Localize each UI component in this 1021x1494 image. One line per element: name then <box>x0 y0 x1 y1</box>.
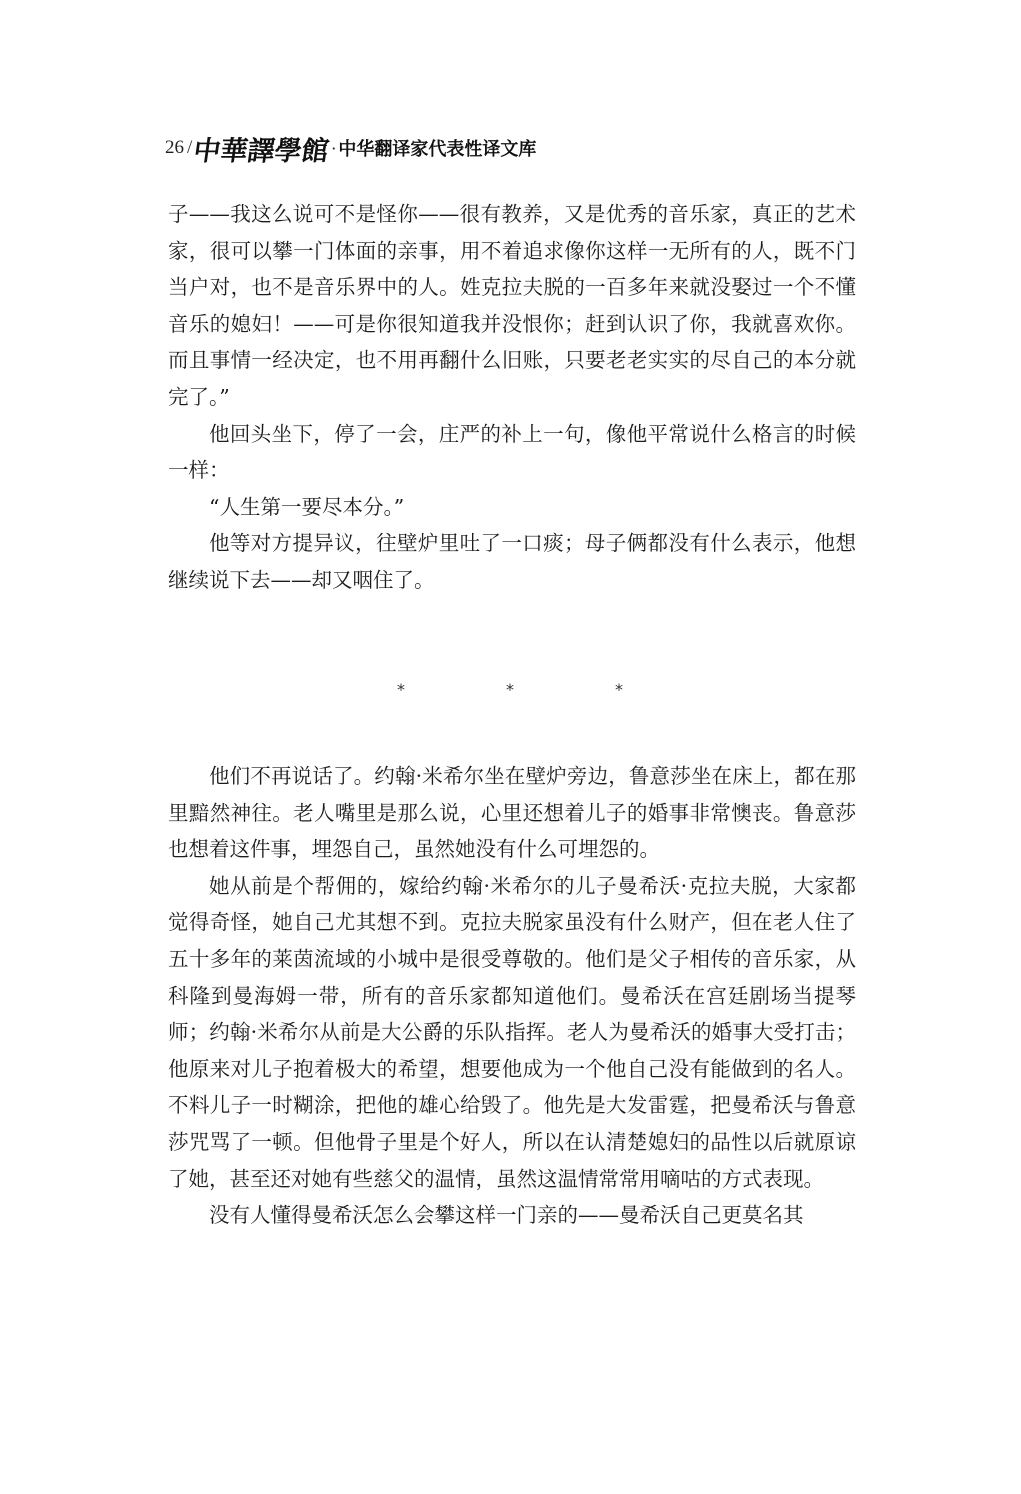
section-break-star: * <box>506 680 514 699</box>
section-break-star: * <box>397 680 405 699</box>
section-break-star: * <box>615 680 623 699</box>
paragraph: 他等对方提异议，往壁炉里吐了一口痰；母子俩都没有什么表示，他想继续说下去——却又咽住了。 <box>168 531 856 592</box>
header-dot: · <box>331 138 337 158</box>
paragraph: 他回头坐下，停了一会，庄严的补上一句，像他平常说什么格言的时候一样： <box>168 421 856 483</box>
section-break <box>168 680 856 710</box>
running-header <box>165 130 865 166</box>
page-number: 26 <box>165 137 184 158</box>
paragraph: “人生第一要尽本分。” <box>209 494 405 519</box>
paragraph: 没有人懂得曼希沃怎么会攀这样一门亲的——曼希沃自己更莫名其 <box>209 1203 804 1228</box>
series-title: 中华翻译家代表性译文库 <box>338 139 537 160</box>
paragraph: 她从前是个帮佣的，嫁给约翰·米希尔的儿子曼希沃·克拉夫脱，大家都觉得奇怪，她自己尤其想不到。克拉夫脱家虽没有什么财产，但在老人住了五十多年的莱茵流域的小城中是很受尊敬的。他们是父子相传的音乐家，从科隆到曼海姆一带，所有的音乐家都知道他们。曼希沃在宫廷剧场当提琴师；约翰·米希尔从前是大公爵的乐队指挥。老人为曼希沃的婚事大受打击；他原来对儿子抱着极大的希望，想要他成为一个他自己没有能做到的名人。不料儿子一时糊涂，把他的雄心给毁了。他先是大发雷霆，把曼希沃与鲁意莎咒骂了一顿。但他骨子里是个好人，所以在认清楚媳妇的品性以后就原谅了她，甚至还对她有些慈父的温情，虽然这温情常常用嘀咕的方式表现。 <box>168 873 856 1191</box>
text-block-lower <box>168 758 856 1234</box>
paragraph: 子——我这么说可不是怪你——很有教养，又是优秀的音乐家，真正的艺术家，很可以攀一门体面的亲事，用不着追求像你这样一无所有的人，既不门当户对，也不是音乐界中的人。姓克拉夫脱的一百多年来就没娶过一个不懂音乐的媳妇！——可是你很知道我并没恨你；赶到认识了你，我就喜欢你。而且事情一经决定，也不用再翻什么旧账，只要老老实实的尽自己的本分就完了。” <box>168 202 856 409</box>
header-separator: / <box>187 137 193 158</box>
publisher-logo: 中華譯學館 <box>191 135 332 167</box>
text-block-upper <box>168 196 856 599</box>
paragraph: 他们不再说话了。约翰·米希尔坐在壁炉旁边，鲁意莎坐在床上，都在那里黯然神往。老人嘴里是那么说，心里还想着儿子的婚事非常懊丧。鲁意莎也想着这件事，埋怨自己，虽然她没有什么可埋怨的。 <box>168 764 856 862</box>
